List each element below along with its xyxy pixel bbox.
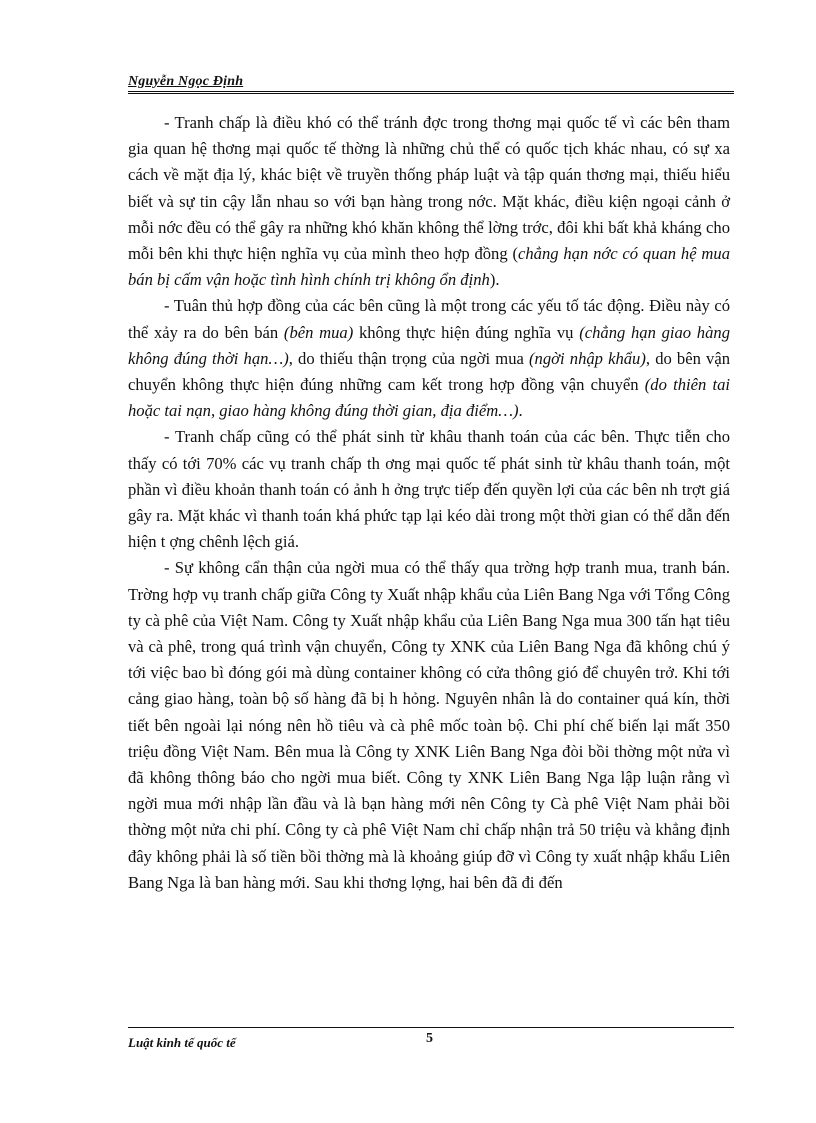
text-run: không thực hiện đúng nghĩa vụ [353, 322, 580, 342]
text-run: , do thiếu thận trọng của ngời mua [288, 348, 530, 368]
italic-text-run: (do thiên tai hoặc tai nạn, giao hàng không đúng thời gian, địa điểm…) [128, 375, 730, 421]
text-run: - Tuân thủ hợp đồng của các bên cũng là một trong các yếu tố tác động. Điều này có thể xảy ra do bên bán [128, 296, 730, 342]
italic-text-run: chẳng hạn nớc có quan hệ mua bán bị cấm vận hoặc tình hình chính trị không ổn định [128, 244, 730, 290]
page-header [128, 72, 734, 94]
footer-title: Luật kinh tế quốc tế [128, 1035, 236, 1050]
italic-text-run: (bên mua) [283, 322, 354, 342]
text-run: - Tranh chấp cũng có thể phát sinh từ khâu thanh toán của các bên. Thực tiễn cho thấy có tới 70% các vụ tranh chấp th ơng mại quốc tế phát sinh từ khâu thanh toán, một phần vì điều khoản thanh toán có ảnh h ởng trực tiếp đến quyền lợi của các bên nh trợt giá gây ra. Mặt khác vì thanh toán khá phức tạp lại kéo dài trong một thời gian có thể dẫn đến hiện t ợng chênh lệch giá. [128, 427, 730, 552]
header-rule [128, 91, 734, 94]
text-run: , do bên vận chuyển không thực hiện đúng những cam kết trong hợp đồng vận chuyển [128, 348, 730, 395]
paragraph [128, 293, 730, 424]
header-author: Nguyễn Ngọc Định [128, 74, 244, 89]
paragraph [128, 110, 730, 293]
page-footer [128, 1027, 734, 1057]
text-run: - Tranh chấp là điều khó có thể tránh đợc trong thơng mại quốc tế vì các bên tham gia quan hệ thơng mại quốc tế thờng là những chủ thể có quốc tịch khác nhau, có sự xa cách về mặt địa lý, khác biệt về truyền thống pháp luật và tập quán thơng mại, thiếu hiểu biết và sự tin cậy lẫn nhau so với bạn hàng trong nớc. Mặt khác, điều kiện ngoại cảnh ở mỗi nớc đều có thể gây ra những khó khăn không thể lờng trớc, đôi khi bất khả kháng cho mỗi bên khi thực hiện nghĩa vụ của mình theo hợp đồng ( [128, 113, 730, 264]
page-number: 5 [426, 1031, 433, 1046]
text-run: . [518, 401, 523, 421]
paragraph [128, 555, 730, 896]
text-run: - Sự không cẩn thận của ngời mua có thể thấy qua trờng hợp tranh mua, tranh bán. Trờng hợp vụ tranh chấp giữa Công ty Xuất nhập khẩu của Liên Bang Nga với Tổng Công ty cà phê của Việt Nam. Công ty Xuất nhập khẩu của Liên Bang Nga mua 300 tấn hạt tiêu và cà phê, trong quá trình vận chuyển, Công ty XNK của Liên Bang Nga đã không chú ý tới việc bao bì đóng gói mà dùng container không có cửa thông gió để chuyên trở. Khi tới cảng giao hàng, toàn bộ số hàng đã bị h hỏng. Nguyên nhân là do container quá kín, thời tiết bên ngoài lại nóng nên hồ tiêu và cà phê mốc toàn bộ. Chi phí chế biến lại mất 350 triệu đồng Việt Nam. Bên mua là Công ty XNK Liên Bang Nga đòi bồi thờng một nửa vì đã không thông báo cho ngời mua biết. Công ty XNK Liên Bang Nga lập luận rằng vì ngời mua mới nhập lần đầu và là bạn hàng mới nên Công ty Cà phê Việt Nam phải bồi thờng một nửa chi phí. Công ty cà phê Việt Nam chỉ chấp nhận trả 50 triệu và khẳng định đây không phải là số tiền bồi thờng mà là khoảng giúp đỡ vì Công ty xuất nhập khẩu Liên Bang Nga là ban hàng mới. Sau khi thơng lợng, hai bên đã đi đến [128, 558, 730, 892]
italic-text-run: (chẳng hạn giao hàng không đúng thời hạn…) [128, 322, 730, 368]
paragraph [128, 424, 730, 555]
text-run: ). [489, 270, 500, 290]
document-body [128, 110, 730, 896]
footer-rule [128, 1027, 734, 1028]
italic-text-run: (ngời nhập khẩu) [529, 348, 646, 368]
